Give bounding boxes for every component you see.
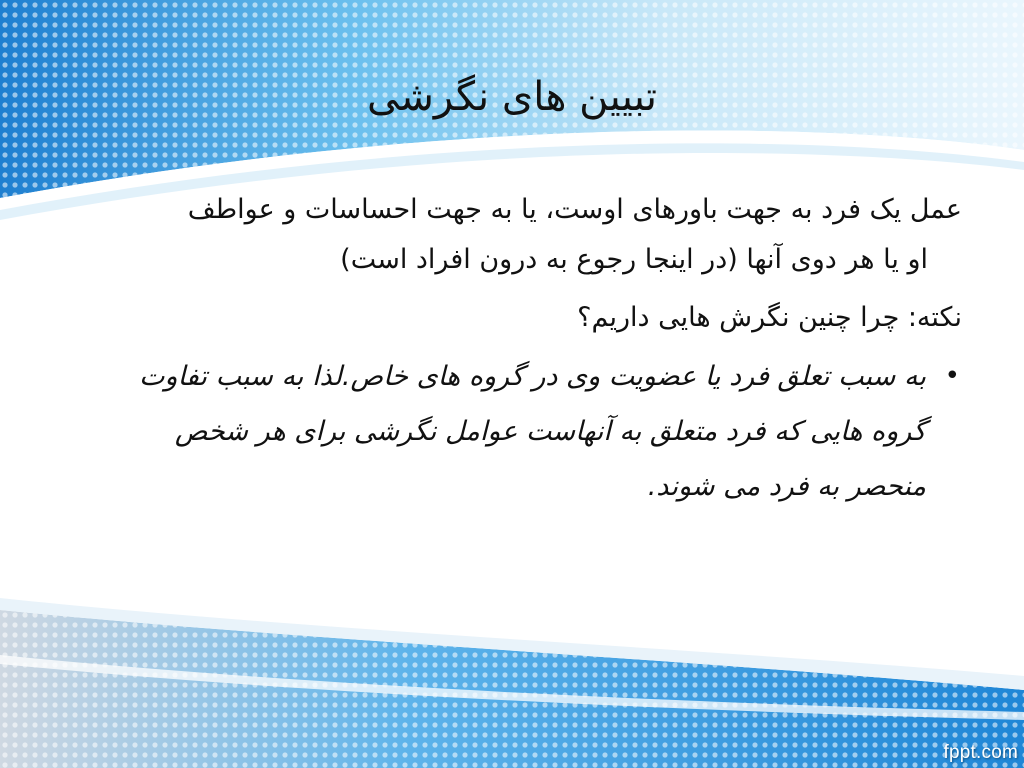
paragraph-line-2: او یا هر دوی آنها (در اینجا رجوع به درون افراد است) <box>340 244 928 275</box>
bullet-item <box>106 349 962 514</box>
slide-content <box>70 185 962 514</box>
bullet-dot: • <box>944 361 960 391</box>
note-text: نکته: چرا چنین نگرش هایی داریم؟ <box>577 302 962 333</box>
bullet-text: به سبب تعلق فرد یا عضویت وی در گروه های خاص.لذا به سبب تفاوت گروه هایی که فرد متعلق به آنهاست عوامل نگرشی برای هر شخص منحصر به فرد می شوند. <box>139 361 926 502</box>
fppt-logo: fppt.com <box>943 742 1018 763</box>
slide-title: تبیین های نگرشی <box>367 74 657 120</box>
paragraph-line-1: عمل یک فرد به جهت باورهای اوست، یا به جهت احساسات و عواطف <box>187 194 962 225</box>
